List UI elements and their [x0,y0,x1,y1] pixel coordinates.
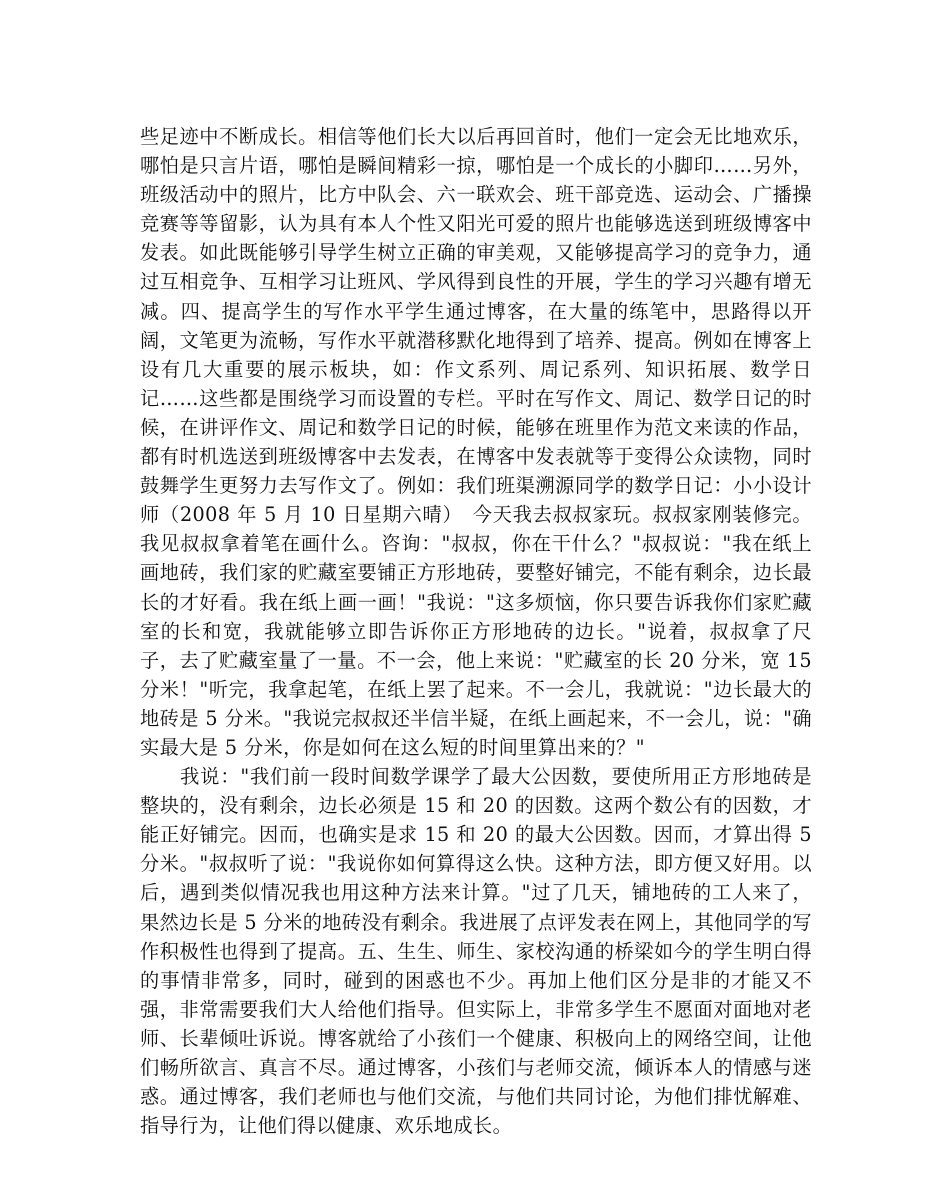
body-text [140,122,819,1140]
paragraph: 我说："我们前一段时间数学课学了最大公因数，要使所用正方形地砖是整块的，没有剩余，边长必须是 15 和 20 的因数。这两个数公有的因数，才能正好铺完。因而，也确实是求 15 和 20 的最大公因数。因而，才算出得 5 分米。"叔叔听了说："我说你如何算得这么快。这种方法，即方便又好用。以后，遇到类似情况我也用这种方法来计算。"过了几天，铺地砖的工人来了，果然边长是 5 分米的地砖没有剩余。我进展了点评发表在网上，其他同学的写作积极性也得到了提高。五、生生、师生、家校沟通的桥梁如今的学生明白得的事情非常多，同时，碰到的困惑也不少。再加上他们区分是非的才能又不强，非常需要我们大人给他们指导。但实际上，非常多学生不愿面对面地对老师、长辈倾吐诉说。博客就给了小孩们一个健康、积极向上的网络空间，让他们畅所欲言、真言不尽。通过博客，小孩们与老师交流，倾诉本人的情感与迷惑。通过博客，我们老师也与他们交流，与他们共同讨论，为他们排忧解难、指导行为，让他们得以健康、欢乐地成长。 [140,765,819,1138]
paragraph: 些足迹中不断成长。相信等他们长大以后再回首时，他们一定会无比地欢乐，哪怕是只言片语，哪怕是瞬间精彩一掠，哪怕是一个成长的小脚印……另外，班级活动中的照片，比方中队会、六一联欢会、班干部竞选、运动会、广播操竞赛等等留影，认为具有本人个性又阳光可爱的照片也能够选送到班级博客中发表。如此既能够引导学生树立正确的审美观，又能够提高学习的竞争力，通过互相竞争、互相学习让班风、学风得到良性的开展，学生的学习兴趣有增无减。四、提高学生的写作水平学生通过博客，在大量的练笔中，思路得以开阔，文笔更为流畅，写作水平就潜移默化地得到了培养、提高。例如在博客上设有几大重要的展示板块，如：作文系列、周记系列、知识拓展、数学日记……这些都是围绕学习而设置的专栏。平时在写作文、周记、数学日记的时候，在讲评作文、周记和数学日记的时候，能够在班里作为范文来读的作品，都有时机选送到班级博客中去发表，在博客中发表就等于变得公众读物，同时鼓舞学生更努力去写作文了。例如：我们班渠溯源同学的数学日记：小小设计师（2008 年 5 月 10 日星期六晴） 今天我去叔叔家玩。叔叔家刚装修完。我见叔叔拿着笔在画什么。咨询："叔叔，你在干什么？"叔叔说："我在纸上画地砖，我们家的贮藏室要铺正方形地砖，要整好铺完，不能有剩余，边长最长的才好看。我在纸上画一画！"我说："这多烦恼，你只要告诉我你们家贮藏室的长和宽，我就能够立即告诉你正方形地砖的边长。"说着，叔叔拿了尺子，去了贮藏室量了一量。不一会，他上来说："贮藏室的长 20 分米，宽 15 分米！"听完，我拿起笔，在纸上罢了起来。不一会儿，我就说："边长最大的地砖是 5 分米。"我说完叔叔还半信半疑，在纸上画起来，不一会儿，说："确实最大是 5 分米，你是如何在这么短的时间里算出来的？" [140,125,819,759]
